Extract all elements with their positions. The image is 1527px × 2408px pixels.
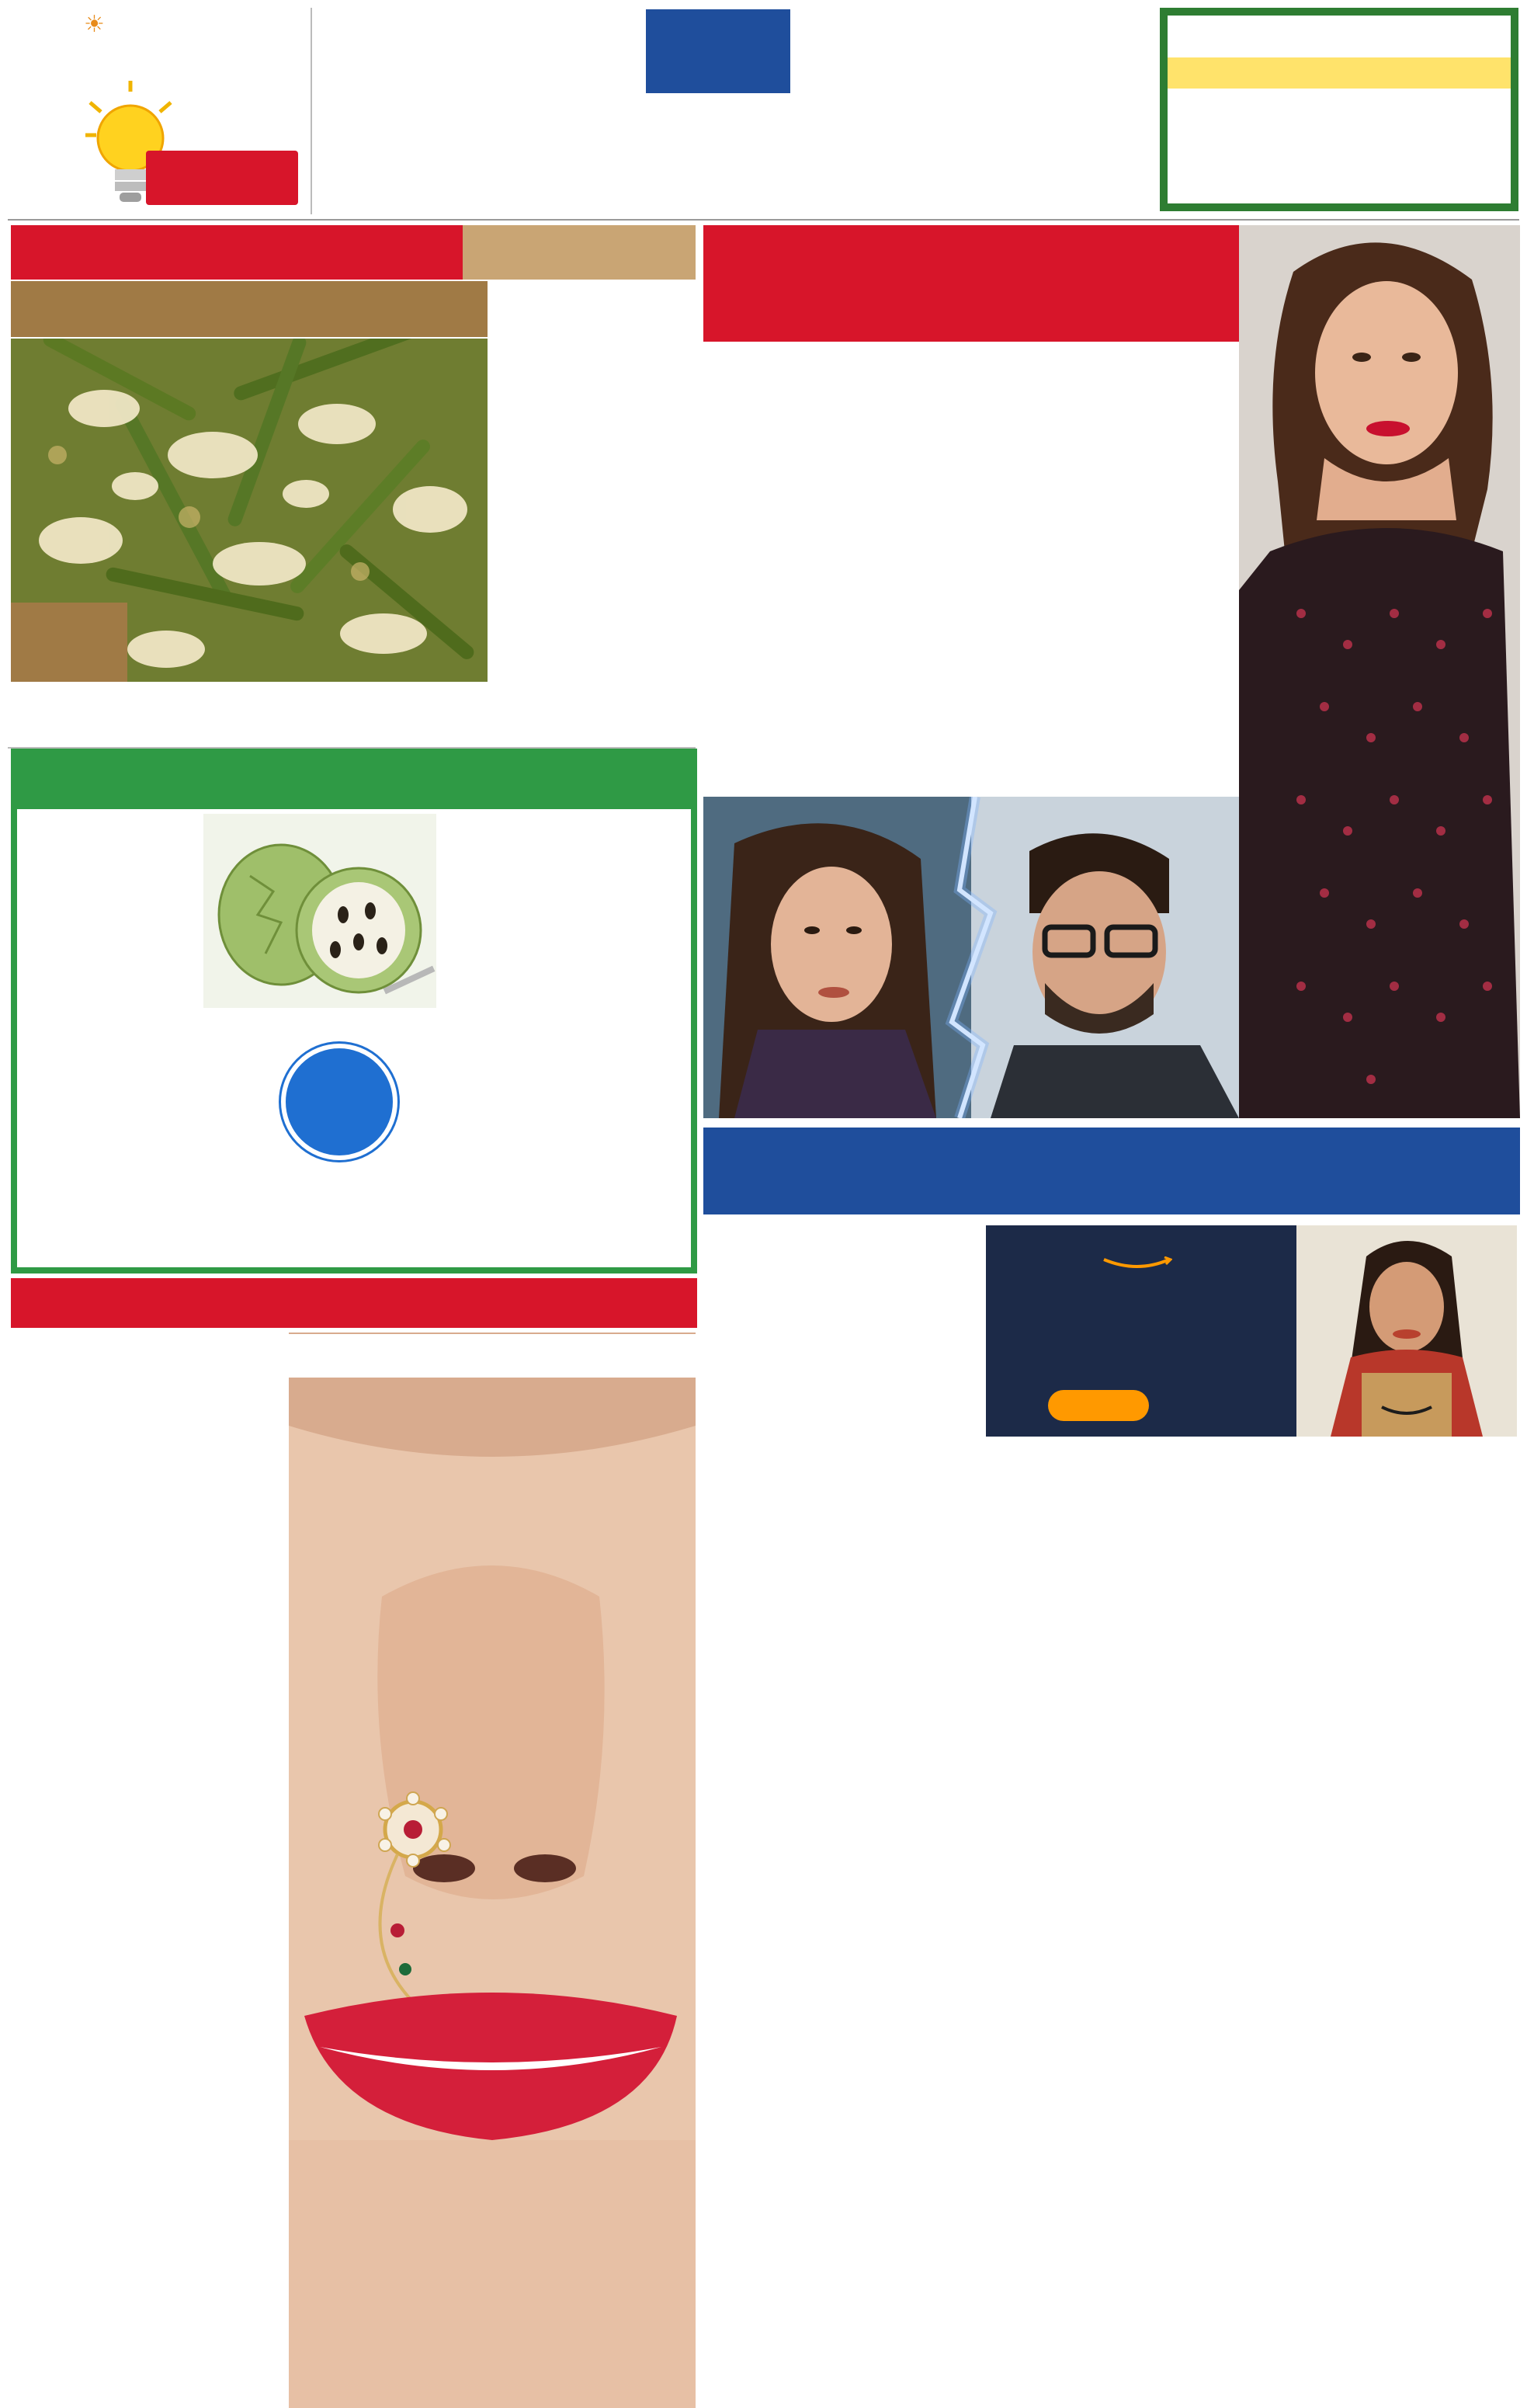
logo-tips	[146, 151, 298, 205]
ingredients-label	[11, 603, 127, 682]
couple-photo	[703, 797, 1239, 1118]
divorce-col2	[973, 353, 1230, 787]
amazon-col2	[1255, 1446, 1515, 2257]
method-heading	[463, 225, 696, 280]
quiz-question	[1168, 89, 1511, 101]
canara-left-text-b	[646, 98, 790, 214]
recipe-photo	[11, 339, 488, 682]
custard-text-left-of-badge	[203, 1056, 278, 1250]
amazon-col1	[986, 1446, 1247, 2257]
nose-photo	[289, 1333, 696, 2408]
nose-text	[11, 1336, 283, 2408]
amazon-ad	[986, 1225, 1517, 1437]
kitchen-label	[11, 281, 488, 337]
amazon-headline	[703, 1128, 1520, 1214]
quiz-author	[1168, 57, 1511, 89]
custard-col2	[446, 814, 683, 1256]
quiz-box	[1160, 8, 1518, 211]
health-tips-badge	[281, 1044, 397, 1160]
palm-icon: ☀	[84, 11, 105, 38]
aishwarya-portrait	[1239, 225, 1520, 1118]
quiz-heading	[1168, 16, 1511, 57]
paper-name	[84, 11, 105, 38]
custard-text-under-photo	[203, 1011, 436, 1050]
amazon-smile-icon	[1102, 1256, 1172, 1270]
nose-title	[11, 1278, 697, 1328]
custard-title	[17, 755, 691, 809]
beauty-tips-label	[289, 1334, 696, 1378]
custard-photo	[203, 814, 436, 1008]
divorce-col1	[710, 353, 963, 787]
recipe-title	[11, 225, 463, 280]
masthead	[9, 6, 309, 217]
recipe-method-text	[492, 286, 697, 682]
amazon-ad-person	[1296, 1225, 1517, 1437]
canara-right-text	[798, 9, 1149, 214]
divorce-headline	[703, 225, 1239, 342]
amazon-signup-button[interactable]	[1048, 1390, 1149, 1421]
amazon-intro	[710, 1225, 981, 1724]
canara-heading	[646, 9, 790, 93]
recipe-ingredients-text	[11, 686, 694, 741]
custard-col1	[25, 814, 194, 1256]
canara-left-text	[317, 9, 641, 214]
